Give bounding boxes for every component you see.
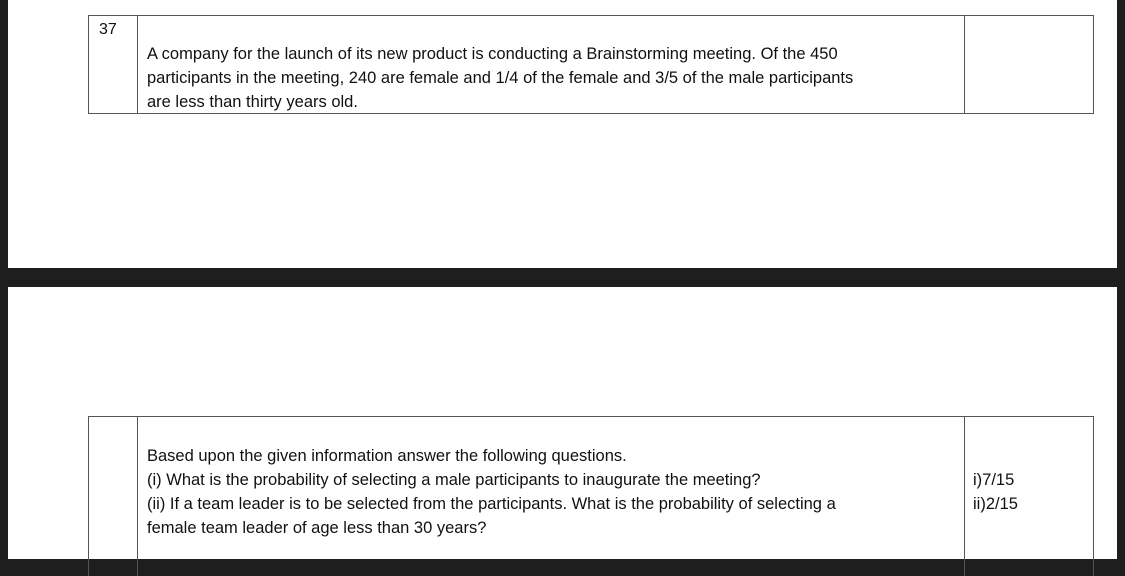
column-divider — [137, 16, 138, 113]
questions-line: female team leader of age less than 30 years? — [147, 519, 487, 537]
document-page-bottom — [8, 287, 1117, 559]
question-table-bottom — [88, 416, 1094, 576]
questions-line: (i) What is the probability of selecting a male participants to inaugurate the meeting? — [147, 471, 761, 489]
question-number: 37 — [99, 21, 117, 38]
answer-2: ii)2/15 — [973, 495, 1018, 513]
passage-line: participants in the meeting, 240 are female and 1/4 of the female and 3/5 of the male participants — [147, 69, 854, 87]
question-passage — [147, 42, 952, 114]
passage-line: are less than thirty years old. — [147, 93, 358, 111]
column-divider — [137, 417, 138, 576]
passage-line: A company for the launch of its new product is conducting a Brainstorming meeting. Of the 450 — [147, 45, 838, 63]
questions-line: (ii) If a team leader is to be selected from the participants. What is the probability of selecting a — [147, 495, 836, 513]
question-table-top — [88, 15, 1094, 114]
questions-text — [147, 444, 952, 540]
column-divider — [964, 16, 965, 113]
column-divider — [964, 417, 965, 576]
answers-column — [973, 468, 1018, 516]
answer-1: i)7/15 — [973, 471, 1015, 489]
document-page-top — [8, 0, 1117, 268]
questions-line: Based upon the given information answer the following questions. — [147, 447, 627, 465]
